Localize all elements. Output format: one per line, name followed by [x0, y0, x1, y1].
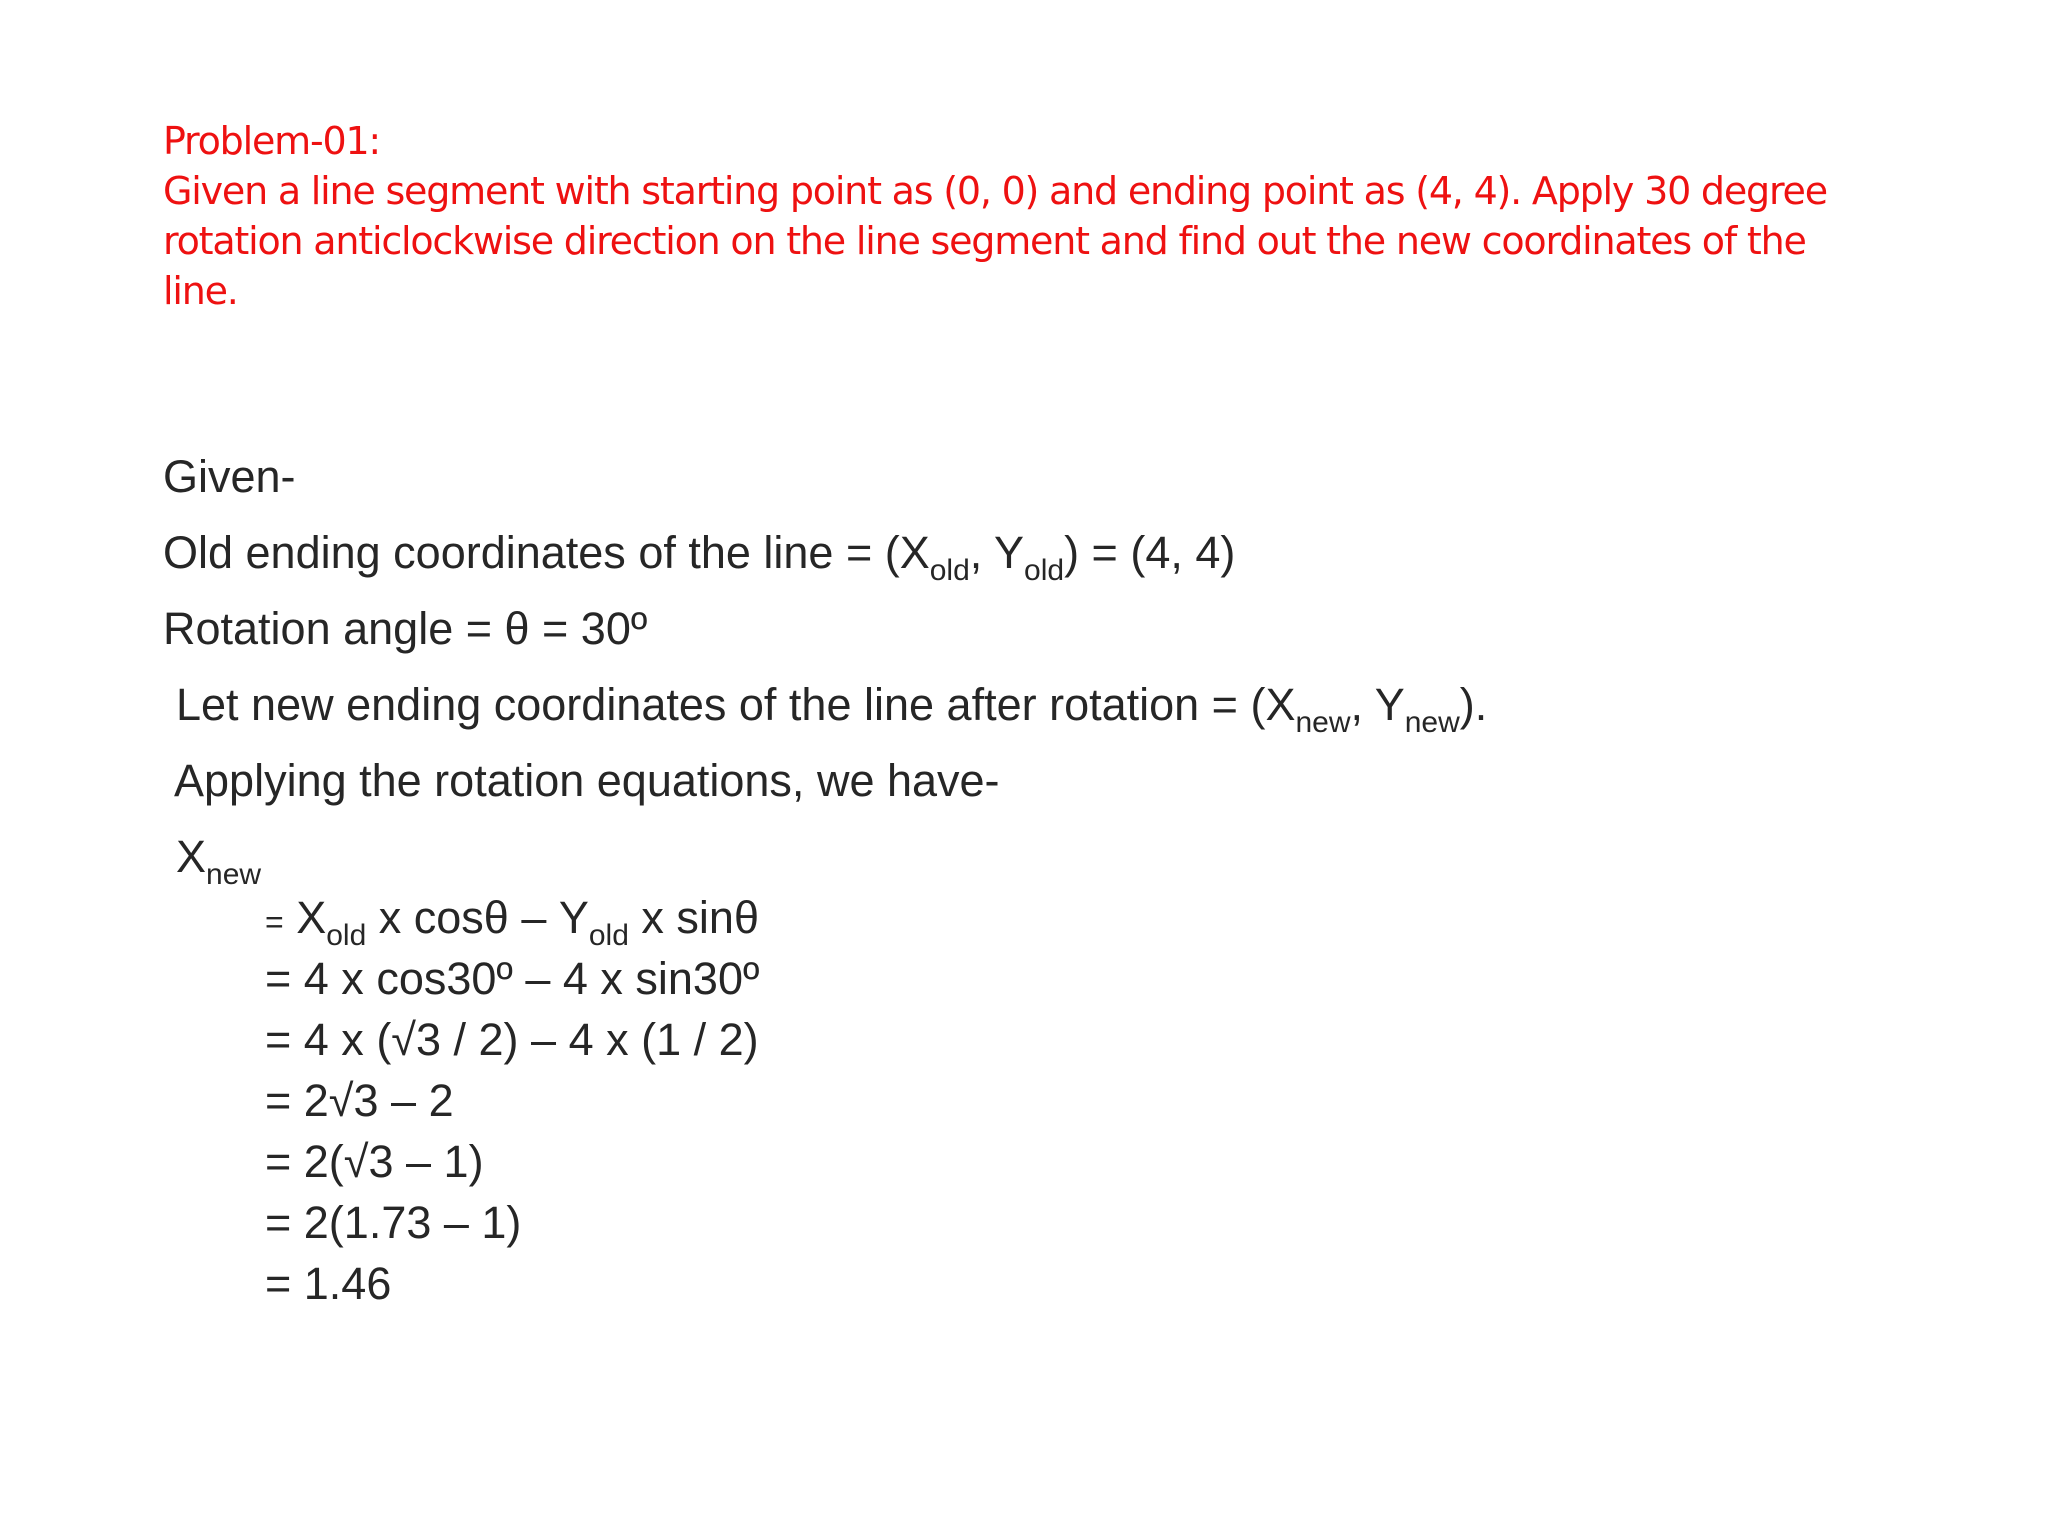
equation-step-3: = 4 x (√3 / 2) – 4 x (1 / 2)	[265, 1014, 759, 1065]
new-coords-sub-x: new	[1295, 706, 1351, 739]
step1-end: x sinθ	[628, 892, 759, 943]
step1-mid: x cosθ – Y	[366, 892, 589, 943]
step1-sub-old-y: old	[588, 919, 629, 952]
old-coords-prefix: Old ending coordinates of the line = (X	[163, 527, 930, 578]
equation-step-4: = 2√3 – 2	[265, 1075, 454, 1126]
applying-equations-line: Applying the rotation equations, we have-	[174, 755, 1000, 806]
equation-step-7: = 1.46	[265, 1258, 392, 1309]
old-coords-sub-y: old	[1024, 554, 1065, 587]
new-coords-mid: , Y	[1350, 679, 1405, 730]
xnew-sub: new	[206, 858, 262, 891]
problem-heading: Problem-01:	[163, 119, 381, 163]
xnew-letter: X	[176, 831, 207, 882]
problem-line-1: Given a line segment with starting point as (0, 0) and ending point as (4, 4). Apply 30 degree	[163, 169, 1827, 213]
problem-statement	[163, 116, 1923, 316]
step1-equals: =	[265, 904, 284, 940]
new-coords-prefix: Let new ending coordinates of the line after rotation = (X	[176, 679, 1296, 730]
new-coordinates-line	[176, 679, 1488, 739]
problem-line-2: rotation anticlockwise direction on the line segment and find out the new coordinates of the	[163, 219, 1806, 263]
equation-step-5: = 2(√3 – 1)	[265, 1136, 484, 1187]
old-coords-mid: , Y	[969, 527, 1025, 578]
step1-sub-old-x: old	[326, 919, 367, 952]
old-coordinates-line	[163, 527, 1236, 587]
old-coords-suffix: ) = (4, 4)	[1064, 527, 1236, 578]
equation-step-1	[265, 892, 759, 952]
old-coords-sub-x: old	[929, 554, 970, 587]
equation-step-2: = 4 x cos30º – 4 x sin30º	[265, 953, 760, 1004]
equation-step-6: = 2(1.73 – 1)	[265, 1197, 522, 1248]
new-coords-suffix: ).	[1459, 679, 1488, 730]
new-coords-sub-y: new	[1404, 706, 1460, 739]
xnew-label	[176, 831, 262, 891]
given-label: Given-	[163, 451, 296, 502]
step1-x: X	[296, 892, 327, 943]
rotation-angle-line: Rotation angle = θ = 30º	[163, 603, 648, 654]
problem-line-3: line.	[163, 269, 238, 313]
